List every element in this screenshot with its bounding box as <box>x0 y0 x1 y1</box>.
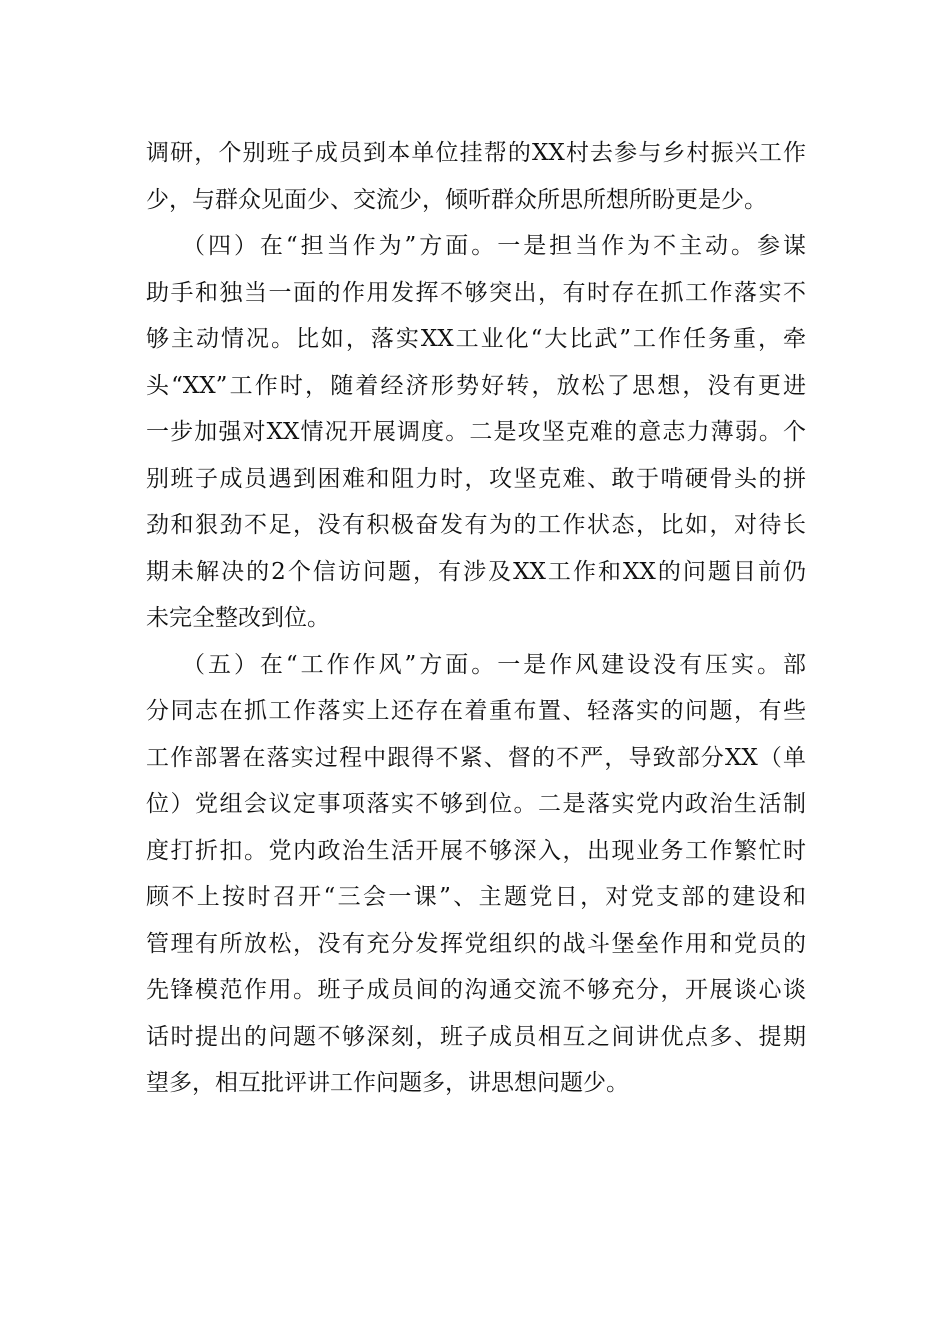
text-line: 位）党组会议定事项落实不够到位。二是落实党内政治生活制 <box>146 791 806 817</box>
text-line: 望多，相互批评讲工作问题多，讲思想问题少。 <box>146 1070 629 1096</box>
text-line: 助手和独当一面的作用发挥不够突出，有时存在抓工作落实不 <box>146 279 806 306</box>
text-line: 顾不上按时召开“三会一课”、主题党日，对党支部的建设和 <box>146 884 806 910</box>
text-line: 期未解决的2个信访问题，有涉及XX工作和XX的问题目前仍 <box>146 558 806 585</box>
paragraph-3 <box>146 642 806 1107</box>
text-line: 未完全整改到位。 <box>146 605 330 631</box>
text-line: 先锋模范作用。班子成员间的沟通交流不够充分，开展谈心谈 <box>146 977 806 1003</box>
text-line: 一步加强对XX情况开展调度。二是攻坚克难的意志力薄弱。个 <box>146 419 806 445</box>
text-line: 够主动情况。比如，落实XX工业化“大比武”工作任务重，牵 <box>146 326 806 352</box>
text-line: 管理有所放松，没有充分发挥党组织的战斗堡垒作用和党员的 <box>146 930 806 957</box>
text-line: （五）在“工作作风”方面。一是作风建设没有压实。部 <box>182 651 806 678</box>
text-line: 分同志在抓工作落实上还存在着重布置、轻落实的问题，有些 <box>146 698 806 724</box>
paragraph-1 <box>146 130 806 223</box>
text-line: 劲和狠劲不足，没有积极奋发有为的工作状态，比如，对待长 <box>146 512 806 538</box>
text-line: 少，与群众见面少、交流少，倾听群众所思所想所盼更是少。 <box>146 186 767 213</box>
text-line: 度打折扣。党内政治生活开展不够深入，出现业务工作繁忙时 <box>146 837 806 864</box>
text-line: （四）在“担当作为”方面。一是担当作为不主动。参谋 <box>182 233 806 259</box>
text-line: 别班子成员遇到困难和阻力时，攻坚克难、敢于啃硬骨头的拼 <box>146 465 806 492</box>
text-line: 话时提出的问题不够深刻，班子成员相互之间讲优点多、提期 <box>146 1023 806 1050</box>
text-line: 头“XX”工作时，随着经济形势好转，放松了思想，没有更进 <box>146 372 806 399</box>
document-body <box>146 130 806 1107</box>
text-line: 工作部署在落实过程中跟得不紧、督的不严，导致部分XX（单 <box>146 744 806 771</box>
paragraph-2 <box>146 223 806 642</box>
text-line: 调研，个别班子成员到本单位挂帮的XX村去参与乡村振兴工作 <box>146 140 806 166</box>
